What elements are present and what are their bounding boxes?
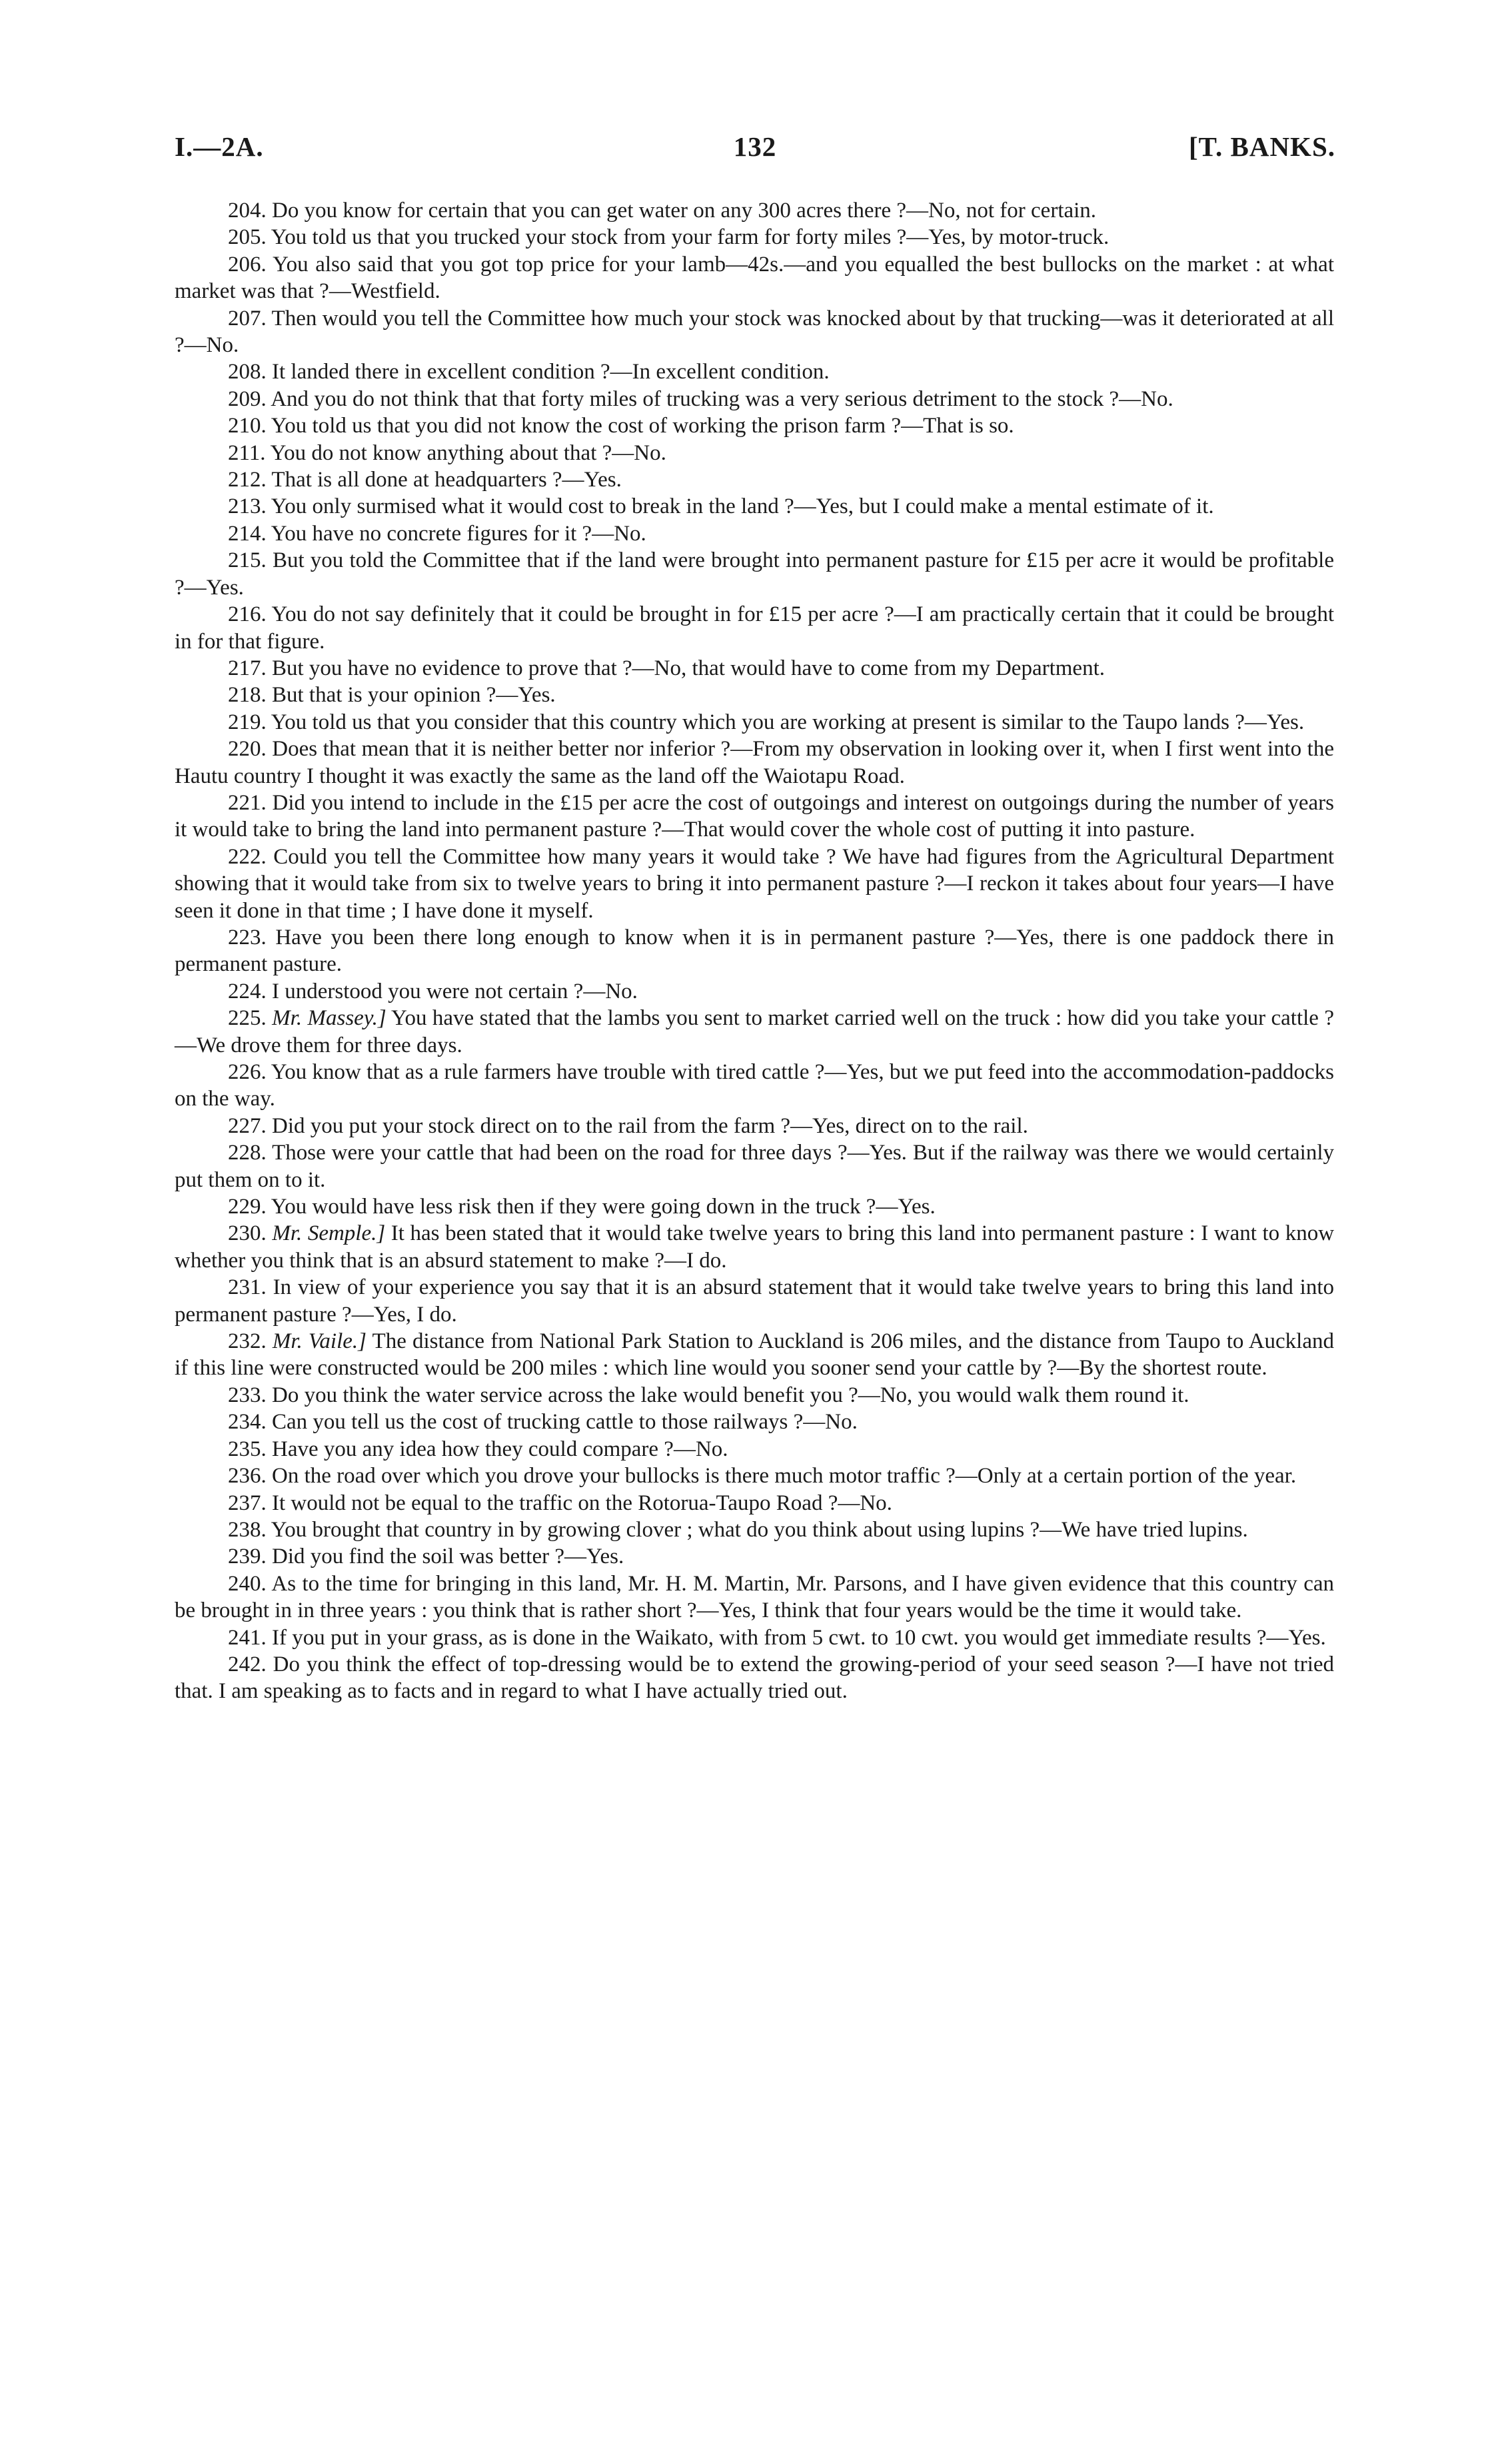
entry-text: Have you been there long enough to know when it is in permanent pasture ?—Yes, there is one paddock there in permanent pasture. bbox=[175, 925, 1334, 977]
entry-number: 238. bbox=[228, 1517, 267, 1542]
testimony-entry bbox=[175, 1113, 1334, 1139]
entry-number: 233. bbox=[228, 1383, 267, 1407]
testimony-entry bbox=[175, 1274, 1334, 1328]
testimony-entry bbox=[175, 305, 1334, 359]
entry-number: 207. bbox=[228, 306, 267, 330]
testimony-entry bbox=[175, 412, 1334, 439]
entry-number: 230. bbox=[228, 1221, 267, 1246]
entry-text: You only surmised what it would cost to break in the land ?—Yes, but I could make a mental estimate of it. bbox=[271, 494, 1214, 519]
entry-number: 213. bbox=[228, 494, 267, 519]
testimony-entry bbox=[175, 844, 1334, 924]
entry-text: Then would you tell the Committee how much your stock was knocked about by that trucking—was it deteriorated at all ?—No. bbox=[175, 306, 1334, 358]
entry-number: 237. bbox=[228, 1491, 267, 1515]
entry-text: Do you think the water service across the lake would benefit you ?—No, you would walk them round it. bbox=[272, 1383, 1189, 1407]
entry-number: 220. bbox=[228, 737, 267, 762]
entry-text: You told us that you consider that this country which you are working at present is similar to the Taupo lands ?—Yes. bbox=[271, 710, 1305, 734]
testimony-entry bbox=[175, 251, 1334, 305]
entry-number: 234. bbox=[228, 1410, 267, 1435]
entry-text: On the road over which you drove your bullocks is there much motor traffic ?—Only at a certain portion of the year. bbox=[272, 1464, 1297, 1489]
entry-text: It would not be equal to the traffic on the Rotorua-Taupo Road ?—No. bbox=[272, 1491, 892, 1515]
entry-number: 219. bbox=[228, 710, 267, 734]
entry-text: Do you know for certain that you can get water on any 300 acres there ?—No, not for certain. bbox=[272, 199, 1097, 223]
entry-number: 235. bbox=[228, 1437, 267, 1461]
entry-text: Did you put your stock direct on to the rail from the farm ?—Yes, direct on to the rail. bbox=[272, 1113, 1028, 1138]
entry-text: I understood you were not certain ?—No. bbox=[272, 979, 638, 1003]
testimony-entry bbox=[175, 466, 1334, 493]
entry-number: 222. bbox=[228, 844, 267, 869]
testimony-entry bbox=[175, 386, 1334, 412]
entry-number: 205. bbox=[228, 225, 267, 250]
entry-text: But you told the Committee that if the land were brought into permanent pasture for £15 per acre it would be profitable ?—Yes. bbox=[175, 548, 1334, 600]
entry-text: As to the time for bringing in this land, Mr. H. M. Martin, Mr. Parsons, and I have given evidence that this country can be brought in in three years : you think that is rather short ?—Yes, I think that four years would be the time it would take. bbox=[175, 1571, 1334, 1623]
entry-text: Does that mean that it is neither better nor inferior ?—From my observation in looking over it, when I first went into the Hautu country I thought it was exactly the same as the land off the Waiotapu Road. bbox=[175, 737, 1335, 788]
entry-text: It landed there in excellent condition ?—In excellent condition. bbox=[272, 360, 830, 384]
entry-text: That is all done at headquarters ?—Yes. bbox=[271, 468, 622, 492]
entry-text: Have you any idea how they could compare ?—No. bbox=[272, 1437, 728, 1461]
entry-text: Did you find the soil was better ?—Yes. bbox=[272, 1544, 624, 1569]
entry-number: 226. bbox=[228, 1060, 267, 1084]
testimony-entry bbox=[175, 1409, 1334, 1435]
entry-number: 208. bbox=[228, 360, 267, 384]
entry-speaker: Mr. Vaile.] bbox=[272, 1329, 367, 1354]
testimony-entry bbox=[175, 1220, 1334, 1274]
entry-text: Those were your cattle that had been on the road for three days ?—Yes. But if the railway was there we would certainly put them on to it. bbox=[175, 1141, 1334, 1192]
testimony-entry bbox=[175, 224, 1334, 251]
entry-text: And you do not think that that forty miles of trucking was a very serious detriment to the stock ?—No. bbox=[271, 386, 1173, 411]
entry-number: 227. bbox=[228, 1113, 267, 1138]
entry-number: 206. bbox=[228, 252, 267, 277]
testimony-entry bbox=[175, 1382, 1334, 1409]
entry-number: 231. bbox=[228, 1275, 267, 1300]
entry-number: 209. bbox=[228, 386, 267, 411]
entry-text: If you put in your grass, as is done in the Waikato, with from 5 cwt. to 10 cwt. you would get immediate results ?—Yes. bbox=[272, 1625, 1326, 1650]
entry-text: Did you intend to include in the £15 per acre the cost of outgoings and interest on outgoings during the number of years it would take to bring the land into permanent pasture ?—That would cover the whole cost of putting it into pasture. bbox=[175, 790, 1334, 842]
entry-text: You told us that you did not know the cost of working the prison farm ?—That is so. bbox=[271, 414, 1014, 438]
entry-text: You have no concrete figures for it ?—No. bbox=[271, 521, 646, 546]
entry-number: 204. bbox=[228, 199, 267, 223]
entry-text: You do not say definitely that it could be brought in for £15 per acre ?—I am practically certain that it could be brought in for that figure. bbox=[175, 602, 1334, 654]
testimony-entry bbox=[175, 1624, 1334, 1651]
testimony-body bbox=[175, 197, 1334, 1705]
entry-text: It has been stated that it would take twelve years to bring this land into permanent pasture : I want to know whether you think that is an absurd statement to make ?—I do. bbox=[175, 1221, 1335, 1273]
entry-number: 242. bbox=[228, 1652, 267, 1676]
entry-number: 229. bbox=[228, 1195, 267, 1219]
entry-speaker: Mr. Semple.] bbox=[272, 1221, 386, 1246]
entry-number: 240. bbox=[228, 1571, 267, 1596]
entry-number: 232. bbox=[228, 1329, 267, 1354]
testimony-entry bbox=[175, 1328, 1334, 1382]
entry-number: 236. bbox=[228, 1464, 267, 1489]
testimony-entry bbox=[175, 1436, 1334, 1463]
testimony-entry bbox=[175, 790, 1334, 844]
entry-text: The distance from National Park Station to Auckland is 206 miles, and the distance from Taupo to Auckland if this line were constructed would be 200 miles : which line would you sooner send your cattle by ?—By the shortest route. bbox=[175, 1329, 1334, 1381]
testimony-entry bbox=[175, 1543, 1334, 1570]
entry-number: 224. bbox=[228, 979, 267, 1003]
testimony-entry bbox=[175, 197, 1334, 224]
entry-text: You also said that you got top price for your lamb—42s.—and you equalled the best bullocks on the market : at what market was that ?—Westfield. bbox=[175, 252, 1334, 304]
entry-number: 216. bbox=[228, 602, 267, 627]
entry-text: Could you tell the Committee how many years it would take ? We have had figures from the Agricultural Department showing that it would take from six to twelve years to bring it into permanent pasture ?—I reckon it takes about four years—I have seen it done in that time ; I have done it myself. bbox=[175, 844, 1334, 923]
testimony-entry bbox=[175, 1139, 1334, 1193]
testimony-entry bbox=[175, 1059, 1334, 1113]
entry-text: Do you think the effect of top-dressing would be to extend the growing-period of your seed season ?—I have not tried that. I am speaking as to facts and in regard to what I have actually tried out. bbox=[175, 1652, 1335, 1704]
entry-text: You told us that you trucked your stock from your farm for forty miles ?—Yes, by motor-truck. bbox=[271, 225, 1110, 250]
testimony-entry bbox=[175, 1490, 1334, 1517]
testimony-entry bbox=[175, 978, 1334, 1005]
entry-number: 211. bbox=[228, 440, 266, 465]
witness-name: [T. BANKS. bbox=[1189, 131, 1335, 162]
entry-text: In view of your experience you say that it is an absurd statement that it would take twelve years to bring this land into permanent pasture ?—Yes, I do. bbox=[175, 1275, 1334, 1327]
page-header bbox=[175, 131, 1335, 171]
testimony-entry bbox=[175, 547, 1334, 601]
entry-text: You know that as a rule farmers have trouble with tired cattle ?—Yes, but we put feed into the accommodation-paddocks on the way. bbox=[175, 1060, 1334, 1111]
entry-text: Can you tell us the cost of trucking cattle to those railways ?—No. bbox=[272, 1410, 858, 1435]
testimony-entry bbox=[175, 736, 1334, 790]
entry-number: 217. bbox=[228, 656, 267, 680]
entry-number: 225. bbox=[228, 1006, 267, 1031]
testimony-entry bbox=[175, 682, 1334, 708]
entry-number: 223. bbox=[228, 925, 267, 949]
entry-text: But that is your opinion ?—Yes. bbox=[272, 683, 556, 708]
entry-number: 228. bbox=[228, 1141, 267, 1165]
page-number: 132 bbox=[733, 131, 777, 162]
testimony-entry bbox=[175, 1517, 1334, 1543]
entry-number: 221. bbox=[228, 790, 267, 815]
testimony-entry bbox=[175, 1463, 1334, 1489]
entry-number: 241. bbox=[228, 1625, 267, 1650]
testimony-entry bbox=[175, 924, 1334, 978]
testimony-entry bbox=[175, 440, 1334, 466]
entry-text: You brought that country in by growing clover ; what do you think about using lupins ?—We have tried lupins. bbox=[271, 1517, 1248, 1542]
testimony-entry bbox=[175, 1193, 1334, 1220]
testimony-entry bbox=[175, 1005, 1334, 1059]
testimony-entry bbox=[175, 1651, 1334, 1705]
entry-number: 239. bbox=[228, 1544, 267, 1569]
entry-number: 218. bbox=[228, 683, 267, 708]
document-reference: I.—2A. bbox=[175, 131, 264, 162]
entry-text: But you have no evidence to prove that ?—No, that would have to come from my Department. bbox=[272, 656, 1105, 680]
entry-number: 215. bbox=[228, 548, 267, 573]
testimony-entry bbox=[175, 493, 1334, 520]
testimony-entry bbox=[175, 1570, 1334, 1624]
entry-text: You do not know anything about that ?—No. bbox=[270, 440, 666, 465]
testimony-entry bbox=[175, 601, 1334, 655]
entry-speaker: Mr. Massey.] bbox=[272, 1006, 386, 1031]
testimony-entry bbox=[175, 520, 1334, 547]
testimony-entry bbox=[175, 709, 1334, 736]
testimony-entry bbox=[175, 655, 1334, 682]
entry-number: 210. bbox=[228, 414, 267, 438]
entry-number: 214. bbox=[228, 521, 267, 546]
entry-text: You have stated that the lambs you sent to market carried well on the truck : how did you take your cattle ?—We drove them for three days. bbox=[175, 1006, 1335, 1057]
entry-number: 212. bbox=[228, 468, 267, 492]
entry-text: You would have less risk then if they were going down in the truck ?—Yes. bbox=[271, 1195, 936, 1219]
testimony-entry bbox=[175, 358, 1334, 385]
